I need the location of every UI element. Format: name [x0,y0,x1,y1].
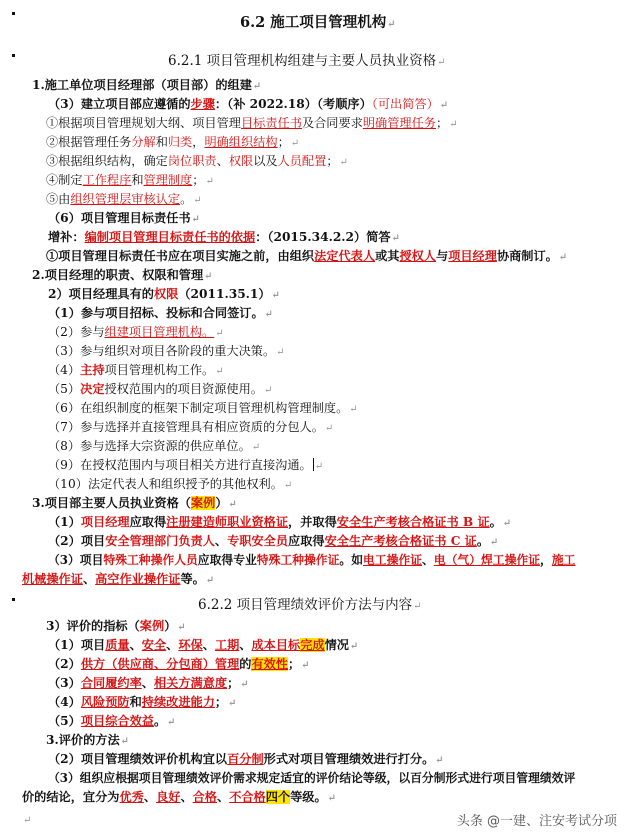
subheading-authority: 2）项目经理具有的权限（2011.35.1）↵ [48,287,280,301]
paragraph-bullet [12,12,15,15]
step-5: ⑤由组织管理层审核认定。↵ [46,192,202,206]
paragraph-bullet [12,54,15,57]
step-1: ①根据项目管理规划大纲、项目管理目标责任书及合同要求明确管理任务；↵ [46,116,458,130]
heading-1: 1.施工单位项目经理部（项目部）的组建↵ [32,78,262,92]
page-title: 6.2 施工项目管理机构↵ [240,14,396,31]
subheading-3: （3）建立项目部应遵循的步骤：（补 2022.18）（考顺序）（可出简答）↵ [48,97,449,111]
indicator-5: （5）项目综合效益。↵ [48,714,176,728]
indicator-2: （2）供方（供应商、分包商）管理的有效性；↵ [48,657,310,671]
authority-6: （6）在组织制度的框架下制定项目管理机构管理制度。↵ [48,401,358,415]
authority-4: （4）主持项目管理机构工作。↵ [48,363,224,377]
indicator-3: （3）合同履约率、相关方满意度；↵ [48,676,249,690]
method-3-cont: 价的结论，宜分为优秀、良好、合格、不合格四个等级。↵ [22,790,337,804]
qualification-3-cont: 机械操作证、高空作业操作证等。↵ [22,572,215,586]
supplement-line: 增补：编制项目管理目标责任书的依据：（2015.34.2.2）简答↵ [48,230,400,244]
method-2: （2）项目管理绩效评价机构宜以百分制形式对项目管理绩效进行打分。↵ [48,752,444,766]
section-title-2: 6.2.2 项目管理绩效评价方法与内容↵ [198,597,422,613]
qualification-2: （2）项目安全管理部门负责人、专职安全员应取得安全生产考核合格证书 C 证。↵ [48,534,499,548]
indicator-heading: 3）评价的指标（案例）↵ [46,619,186,633]
authority-7: （7）参与选择并直接管理具有相应资质的分包人。↵ [48,420,334,434]
heading-2: 2.项目经理的职责、权限和管理↵ [32,268,213,282]
qualification-3: （3）项目特殊工种操作人员应取得专业特殊工种操作证。如电工操作证、电（气）焊工操作证，施工 [48,553,576,567]
indicator-4: （4）风险预防和持续改进能力；↵ [48,695,237,709]
authority-3: （3）参与组织对项目各阶段的重大决策。↵ [48,344,285,358]
authority-1: （1）参与项目招标、投标和合同签订。↵ [48,306,274,320]
subheading-6: （6）项目管理目标责任书↵ [48,211,200,225]
method-3: （3）组织应根据项目管理绩效评价需求规定适宜的评价结论等级，以百分制形式进行项目管理绩效评 [48,771,576,785]
indicator-1: （1）项目质量、安全、环保、工期、成本目标完成情况↵ [48,638,359,652]
authority-5: （5）决定授权范围内的项目资源使用。↵ [48,382,273,396]
authority-2: （2）参与组建项目管理机构。↵ [48,325,224,339]
step-4: ④制定工作程序和管理制度；↵ [46,173,214,187]
section-title-1: 6.2.1 项目管理机构组建与主要人员执业资格↵ [168,53,446,69]
authority-9: （9）在授权范围内与项目相关方进行直接沟通。 ↵ [48,458,324,472]
responsibility-note: ①项目管理目标责任书应在项目实施之前，由组织法定代表人或其授权人与项目经理协商制订。↵ [46,249,568,263]
paragraph-bullet [12,598,15,601]
method-heading: 3.评价的方法↵ [46,733,130,747]
heading-3: 3.项目部主要人员执业资格（案例）↵ [32,496,237,510]
step-2: ②根据管理任务分解和归类，明确组织结构；↵ [46,135,300,149]
step-3: ③根据组织结构，确定岗位职责、权限以及人员配置；↵ [46,154,348,168]
authority-8: （8）参与选择大宗资源的供应单位。↵ [48,439,261,453]
empty-paragraph: ↵ [23,815,32,826]
authority-10: （10）法定代表人和组织授予的其他权利。↵ [48,477,293,491]
qualification-1: （1）项目经理应取得注册建造师职业资格证，并取得安全生产考核合格证书 B 证。↵ [48,515,512,529]
text-cursor [313,458,314,471]
watermark: 头条 @一建、注安考试分项 [454,809,620,830]
